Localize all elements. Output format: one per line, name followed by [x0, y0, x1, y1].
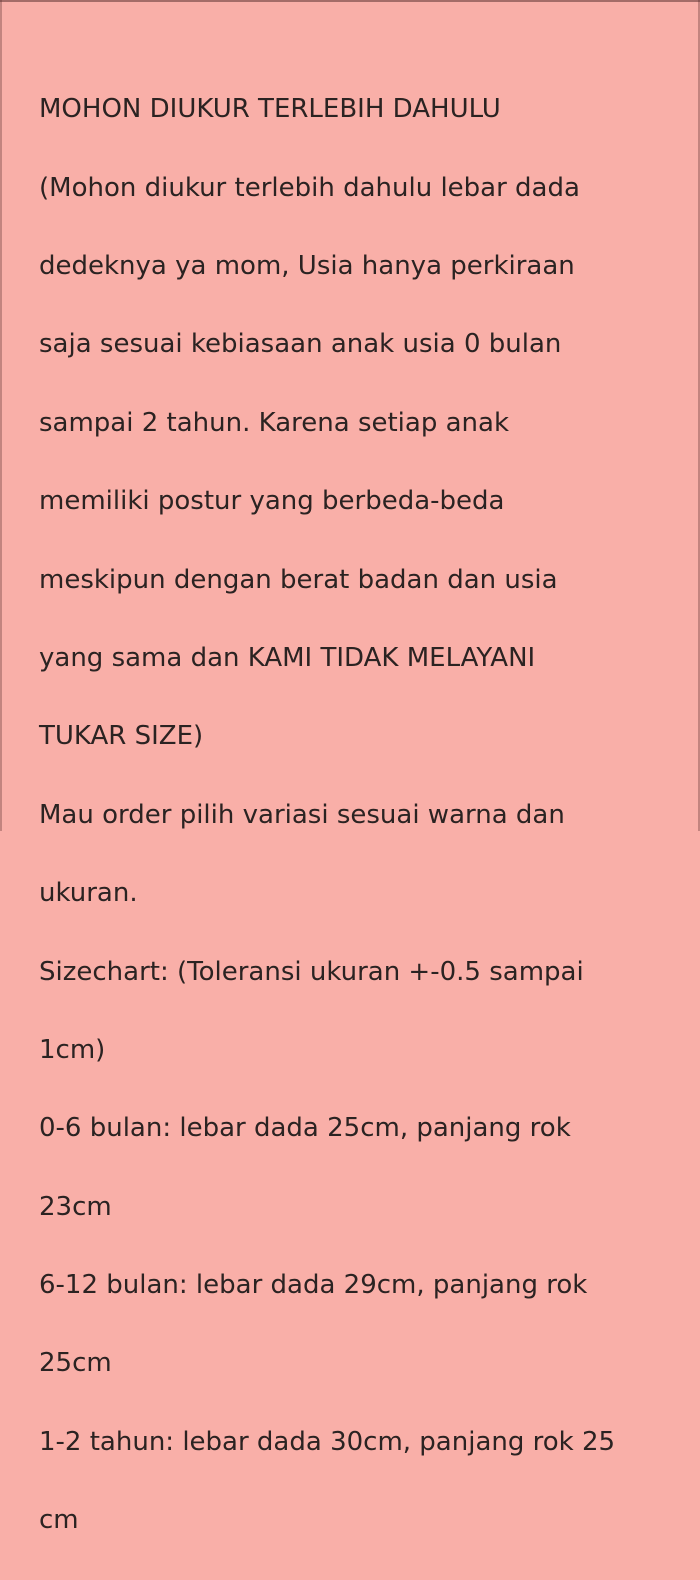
left-border: [0, 0, 2, 831]
size-row-line: cm: [39, 1505, 79, 1536]
note-line: meskipun dengan berat badan dan usia: [39, 564, 558, 595]
heading-line: MOHON DIUKUR TERLEBIH DAHULU: [39, 94, 501, 125]
note-line: TUKAR SIZE): [39, 721, 204, 752]
note-line: (Mohon diukur terlebih dahulu lebar dada: [39, 172, 580, 203]
size-row-line: 6-12 bulan: lebar dada 29cm, panjang rok: [39, 1270, 588, 1301]
note-line: dedeknya ya mom, Usia hanya perkiraan: [39, 250, 575, 281]
size-row-line: 25cm: [39, 1348, 112, 1379]
sizechart-line: Sizechart: (Toleransi ukuran +-0.5 sampai: [39, 956, 584, 987]
order-line: ukuran.: [39, 878, 138, 909]
size-row-line: 23cm: [39, 1191, 112, 1222]
top-border: [0, 0, 700, 2]
size-row-line: 1-2 tahun: lebar dada 30cm, panjang rok 25: [39, 1426, 616, 1457]
size-row-line: 0-6 bulan: lebar dada 25cm, panjang rok: [39, 1113, 571, 1144]
order-line: Mau order pilih variasi sesuai warna dan: [39, 799, 565, 830]
note-line: sampai 2 tahun. Karena setiap anak: [39, 407, 510, 438]
note-line: saja sesuai kebiasaan anak usia 0 bulan: [39, 329, 562, 360]
sizechart-line: 1cm): [39, 1034, 106, 1065]
note-line: memiliki postur yang berbeda-beda: [39, 486, 505, 517]
note-line: yang sama dan KAMI TIDAK MELAYANI: [39, 642, 536, 673]
note-text: [39, 51, 669, 1580]
